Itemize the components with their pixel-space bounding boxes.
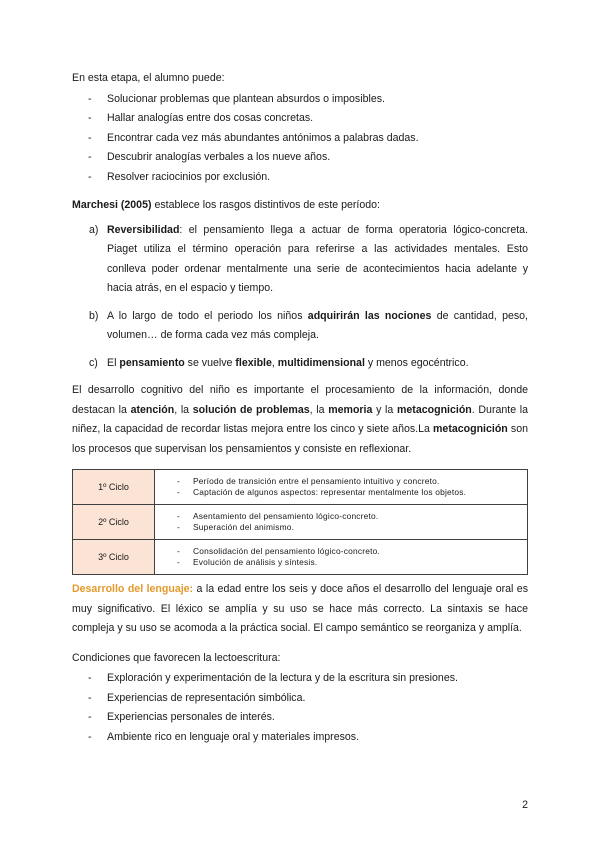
list-item: - Asentamiento del pensamiento lógico-concreto. <box>177 511 527 522</box>
list-item: - Período de transición entre el pensamiento intuitivo y concreto. <box>177 476 527 487</box>
list-item: - Evolución de análisis y síntesis. <box>177 557 527 568</box>
feature-term: flexible <box>235 356 272 369</box>
list-item: - Consolidación del pensamiento lógico-concreto. <box>177 546 527 557</box>
paragraph-text: a la edad entre los seis y doce años el desarrollo del lenguaje oral es muy significativo. El léxico se amplía y su uso se hace más correcto. La sintaxis se hace compleja y su uso se acomoda a la práctica social. El campo semántico se reorganiza y amplía. <box>72 583 528 634</box>
cycle-description <box>155 540 528 575</box>
feature-text: y menos egocéntrico. <box>364 356 469 369</box>
feature-thinking <box>72 354 528 374</box>
paragraph-text: son los procesos que supervisan los pensamientos y consiste en reflexionar. <box>72 423 528 455</box>
feature-text: A lo largo de todo el periodo los niños <box>107 309 308 322</box>
list-item: - Ambiente rico en lenguaje oral y materiales impresos. <box>72 728 528 748</box>
table-row <box>73 505 528 540</box>
marchesi-text: establece los rasgos distintivos de este período: <box>151 199 380 211</box>
features-list <box>72 221 528 374</box>
page-number: 2 <box>522 799 528 811</box>
author-citation: Marchesi (2005) <box>72 199 152 211</box>
list-marker: a) <box>89 223 99 236</box>
keyword: memoria <box>328 403 373 416</box>
list-item: - Solucionar problemas que plantean absurdos o imposibles. <box>72 90 528 110</box>
cycle-description <box>155 505 528 540</box>
feature-text: se vuelve <box>184 356 236 369</box>
feature-reversibility <box>72 221 528 299</box>
keyword: solución de problemas <box>192 403 310 416</box>
list-item: - Encontrar cada vez más abundantes antónimos a palabras dadas. <box>72 129 528 149</box>
skills-list <box>72 90 528 188</box>
page-content <box>72 69 528 756</box>
feature-term: Reversibilidad <box>107 223 180 236</box>
feature-text: , <box>271 356 278 369</box>
feature-term: multidimensional <box>277 356 365 369</box>
conditions-list <box>72 669 528 747</box>
paragraph-text: y la <box>372 403 397 416</box>
language-heading: Desarrollo del lenguaje: <box>72 583 194 595</box>
list-item: - Captación de algunos aspectos: representar mentalmente los objetos. <box>177 487 527 498</box>
list-marker: c) <box>89 356 98 369</box>
list-item: - Resolver raciocinios por exclusión. <box>72 168 528 188</box>
paragraph-text: , la <box>174 403 193 416</box>
cycle-label: 2º Ciclo <box>73 505 155 540</box>
list-marker: b) <box>89 309 99 322</box>
table-row <box>73 470 528 505</box>
marchesi-paragraph <box>72 196 528 216</box>
cycle-description <box>155 470 528 505</box>
conditions-intro: Condiciones que favorecen la lectoescritura: <box>72 651 281 664</box>
keyword: metacognición <box>397 403 472 416</box>
feature-text: : el pensamiento llega a actuar de forma operatoria lógico-concreta. Piaget utiliza el término operación para referirse a las actividades mentales. Esto conlleva poder ordenar mentalmente una serie de acontecimientos hacia adelante y hacia atrás, en el espacio y tiempo. <box>107 223 528 294</box>
table-row <box>73 540 528 575</box>
feature-notions <box>72 307 528 346</box>
language-paragraph <box>72 580 528 639</box>
list-item: - Superación del animismo. <box>177 522 527 533</box>
feature-text: El <box>107 356 120 369</box>
paragraph-text: . Durante la niñez, la capacidad de recordar listas mejora entre los cinco y siete años.La <box>72 403 529 435</box>
cycle-label: 1º Ciclo <box>73 470 155 505</box>
paragraph-text: , la <box>309 403 329 416</box>
list-item: - Descubrir analogías verbales a los nueve años. <box>72 148 528 168</box>
list-item: - Hallar analogías entre dos cosas concretas. <box>72 109 528 129</box>
intro-text: En esta etapa, el alumno puede: <box>72 72 225 84</box>
cycle-label: 3º Ciclo <box>73 540 155 575</box>
feature-term: pensamiento <box>119 356 185 369</box>
list-item: - Exploración y experimentación de la lectura y de la escritura sin presiones. <box>72 669 528 689</box>
paragraph-text: El desarrollo cognitivo del niño es importante el procesamiento de la información, donde destacan la <box>72 384 528 416</box>
list-item: - Experiencias de representación simbólica. <box>72 689 528 709</box>
list-item: - Experiencias personales de interés. <box>72 708 528 728</box>
keyword: metacognición <box>433 423 508 435</box>
cognitive-paragraph <box>72 381 528 459</box>
keyword: atención <box>130 403 175 416</box>
feature-text: de cantidad, peso, volumen… de forma cada vez más compleja. <box>107 309 528 341</box>
cycles-table <box>72 469 528 575</box>
feature-term: adquirirán las nociones <box>307 309 432 322</box>
